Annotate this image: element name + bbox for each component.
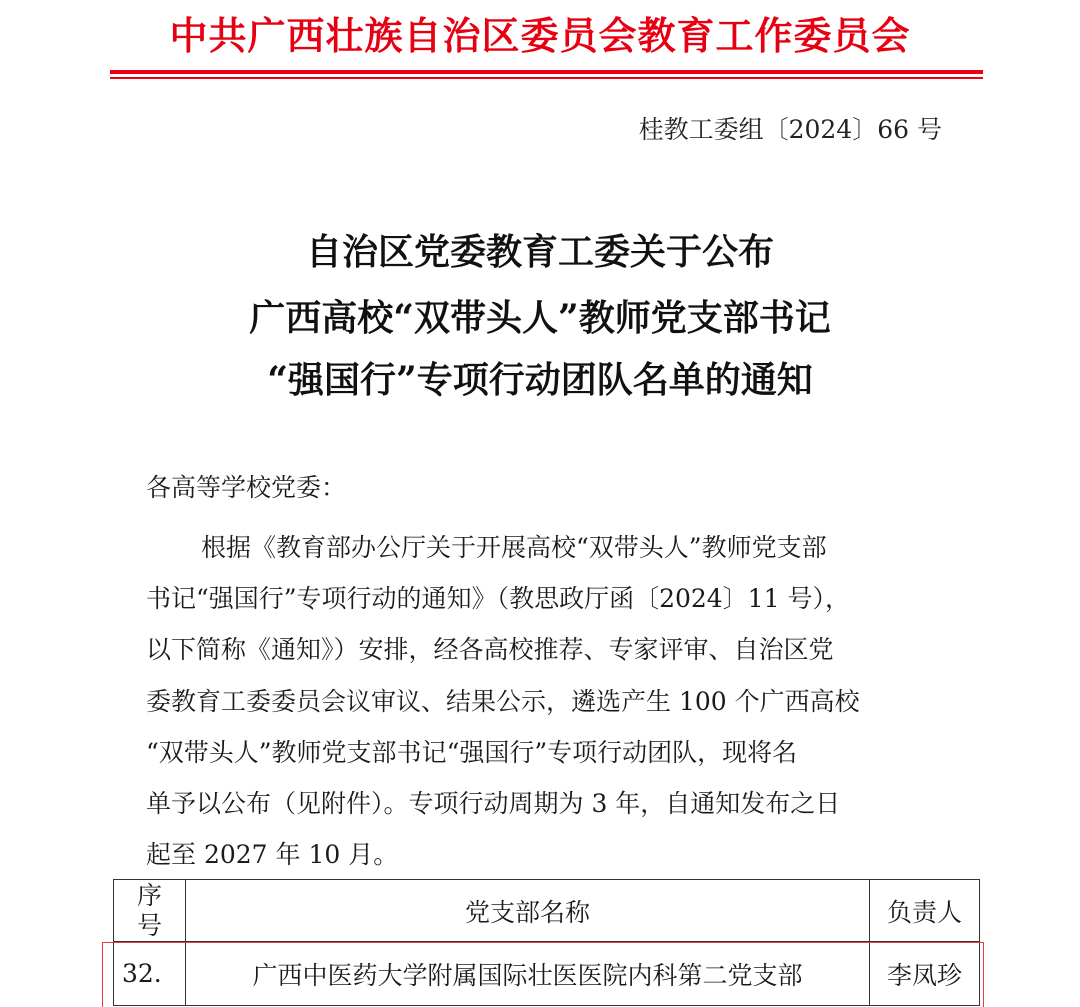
body-line: 书记“强国行”专项行动的通知》（教思政厅函〔2024〕11 号）， [146,584,850,614]
title-line-2: 广西高校“双带头人”教师党支部书记 [249,297,831,339]
masthead-rule-thin [110,77,983,79]
document-number: 桂教工委组〔2024〕66 号 [638,115,942,144]
body-line: “双带头人”教师党支部书记“强国行”专项行动团队，现将名 [146,737,798,767]
body-line: 单予以公布（见附件）。专项行动周期为 3 年，自通知发布之日 [146,788,841,818]
body-line: 委教育工委委员会议审议、结果公示，遴选产生 100 个广西高校 [146,686,860,716]
masthead-title: 中共广西壮族自治区委员会教育工作委员会 [169,13,911,58]
body-paragraph [146,522,946,880]
header-leader: 负责人 [870,880,980,942]
row-seq: 32. [114,942,186,1006]
body-line: 根据《教育部办公厅关于开展高校“双带头人”教师党支部 [201,533,827,562]
header-seq-line2: 号 [136,910,162,940]
masthead-rule-thick [110,70,983,74]
table-row [114,942,980,1006]
body-line: 以下简称《通知》）安排，经各高校推荐、专家评审、自治区党 [146,635,834,665]
title-line-1: 自治区党委教育工委关于公布 [305,231,774,273]
row-leader: 李凤珍 [870,942,980,1006]
header-branch-name: 党支部名称 [186,880,870,942]
table-header-row [114,880,980,942]
team-list-table [113,879,979,1006]
row-branch-name: 广西中医药大学附属国际壮医医院内科第二党支部 [186,942,870,1006]
body-line: 起至 2027 年 10 月。 [146,840,399,870]
salutation: 各高等学校党委： [146,473,347,502]
title-line-3: “强国行”专项行动团队名单的通知 [267,359,813,401]
header-seq [114,880,186,942]
header-seq-line1: 序 [136,880,162,910]
